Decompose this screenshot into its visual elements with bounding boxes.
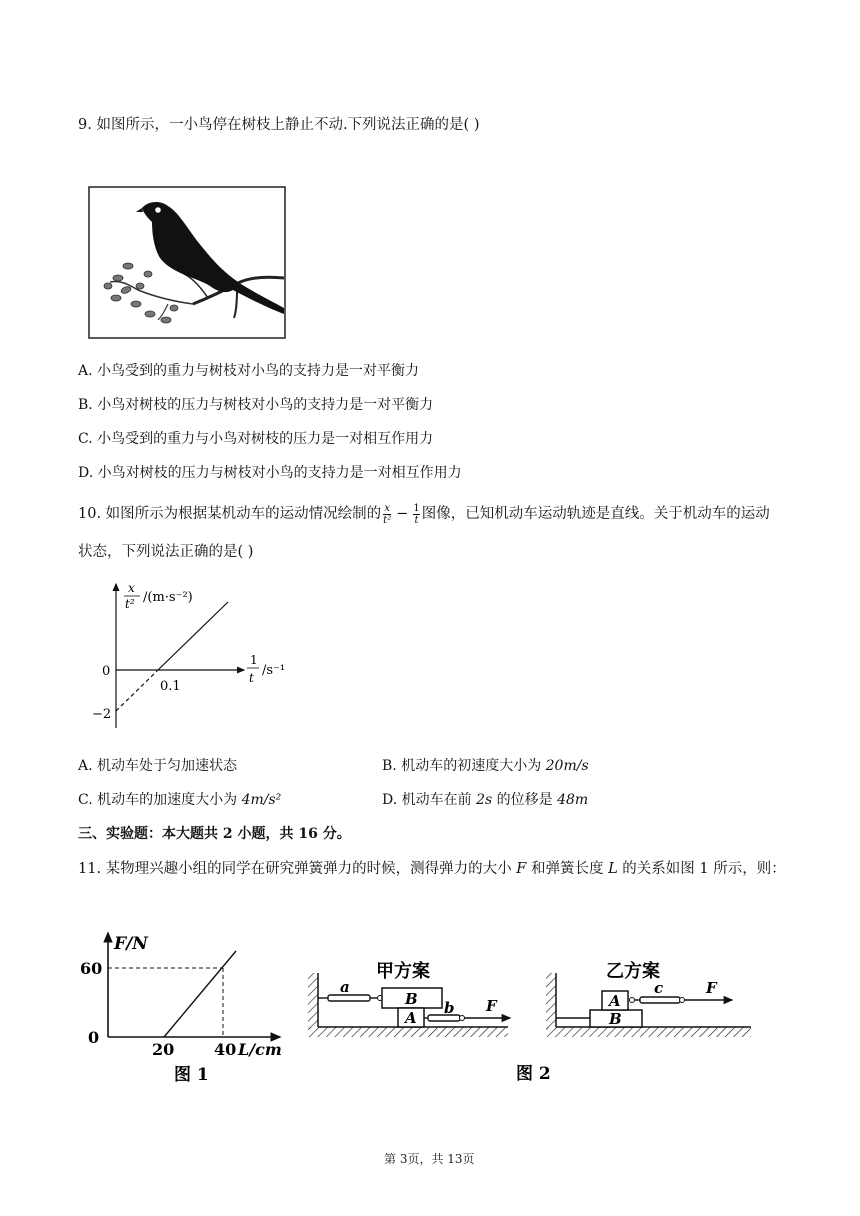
option-text: C. 机动车的加速度大小为 xyxy=(78,792,242,808)
frac-numerator: 1 xyxy=(413,502,420,514)
q9-option-c: C. 小鸟受到的重力与小鸟对树枝的压力是一对相互作用力 xyxy=(78,431,434,447)
q10-stem-line2: 状态，下列说法正确的是( ) xyxy=(78,544,254,560)
plan-b-title: 乙方案 xyxy=(606,961,660,982)
graph-line-solid xyxy=(158,602,228,670)
q9-option-b: B. 小鸟对树枝的压力与树枝对小鸟的支持力是一对平衡力 xyxy=(78,397,434,413)
q10-graph xyxy=(86,578,296,738)
q10-option-c xyxy=(78,789,281,809)
option-text: 的位移是 xyxy=(492,792,558,808)
label-c: c xyxy=(654,979,664,997)
fig1-tick-20: 20 xyxy=(152,1040,175,1059)
tick-zero: 0 xyxy=(102,664,111,679)
x-label-unit: /s⁻¹ xyxy=(262,663,286,678)
fig1-xlabel: L/cm xyxy=(238,1040,282,1059)
y-label-unit: /(m·s⁻²) xyxy=(143,590,193,605)
option-math: 4m/s² xyxy=(241,792,282,808)
q10-stem-line1 xyxy=(78,502,770,526)
frac-denominator: t xyxy=(414,514,419,526)
fig1-caption: 图 1 xyxy=(174,1065,209,1085)
y-label-numerator: x xyxy=(128,581,135,595)
stem-text: 11. 某物理兴趣小组的同学在研究弹簧弹力的时候，测得弹力的大小 xyxy=(78,861,517,877)
fig1-tick-40: 40 xyxy=(214,1040,237,1059)
plan-a-ground xyxy=(308,1027,508,1037)
symbol-L: L xyxy=(608,861,618,877)
q10-frac-1-t xyxy=(413,503,419,526)
fig1-line xyxy=(164,951,236,1037)
x-label-numerator: 1 xyxy=(250,653,258,667)
label-b: b xyxy=(444,999,455,1017)
plan-b-label-a: A xyxy=(609,992,621,1010)
minus-sign: − xyxy=(396,506,409,522)
frac-denominator: t² xyxy=(383,514,392,526)
page-footer: 第 3页，共 13页 xyxy=(384,1152,475,1166)
plan-a-title: 甲方案 xyxy=(376,961,430,982)
plan-b-force-f: F xyxy=(706,979,717,997)
fig1-tick-0: 0 xyxy=(88,1028,100,1047)
fig1-tick-60: 60 xyxy=(80,959,103,978)
bird-eye xyxy=(155,207,161,213)
q10-stem-part1: 10. 如图所示为根据某机动车的运动情况绘制的 xyxy=(78,506,382,522)
q10-option-a: A. 机动车处于匀加速状态 xyxy=(78,758,238,774)
option-text: B. 机动车的初速度大小为 xyxy=(382,758,546,774)
section-3-heading: 三、实验题：本大题共 2 小题，共 16 分。 xyxy=(78,826,351,842)
q9-stem: 9. 如图所示，一小鸟停在树枝上静止不动.下列说法正确的是( ) xyxy=(78,117,480,133)
fig1-ylabel: F/N xyxy=(114,934,148,954)
q9-option-d: D. 小鸟对树枝的压力与树枝对小鸟的支持力是一对相互作用力 xyxy=(78,465,462,481)
frac-numerator: x xyxy=(384,502,390,514)
y-label-denominator: t² xyxy=(125,597,135,611)
q10-option-d xyxy=(382,789,588,809)
q10-frac-x-t2 xyxy=(383,503,391,526)
tick-neg2: −2 xyxy=(92,707,112,722)
q10-option-b xyxy=(382,755,589,775)
bird-on-branch-figure xyxy=(88,186,286,339)
tick-0-1: 0.1 xyxy=(160,679,181,694)
spring-c xyxy=(640,997,680,1003)
plan-b-wall xyxy=(546,973,556,1029)
plan-a-setup xyxy=(308,960,510,1037)
plan-b-setup xyxy=(546,960,751,1037)
q11-stem xyxy=(78,857,786,878)
q9-option-a: A. 小鸟受到的重力与树枝对小鸟的支持力是一对平衡力 xyxy=(78,363,420,379)
plan-b-ground xyxy=(546,1027,751,1037)
stem-text: 和弹簧长度 xyxy=(526,861,609,877)
fig1-spring-force-graph xyxy=(78,925,308,1090)
x-label-denominator: t xyxy=(249,671,254,685)
option-math: 48m xyxy=(557,792,589,808)
plan-b-label-b: B xyxy=(609,1010,622,1028)
fig2-experiment-setups xyxy=(306,955,756,1090)
option-text: D. 机动车在前 xyxy=(382,792,477,808)
label-a: a xyxy=(340,978,350,996)
stem-text: 的关系如图 1 所示，则： xyxy=(617,861,786,877)
plan-a-label-b: B xyxy=(405,990,418,1008)
plan-a-wall xyxy=(308,973,318,1029)
plan-a-force-f: F xyxy=(486,997,497,1015)
option-math: 2s xyxy=(476,792,493,808)
fig2-caption: 图 2 xyxy=(516,1064,551,1084)
symbol-F: F xyxy=(516,861,527,877)
graph-line-dashed xyxy=(116,670,158,711)
q10-stem-part2: 图像，已知机动车运动轨迹是直线。关于机动车的运动 xyxy=(421,506,770,522)
plan-a-label-a: A xyxy=(405,1009,417,1027)
option-math: 20m/s xyxy=(545,758,589,774)
